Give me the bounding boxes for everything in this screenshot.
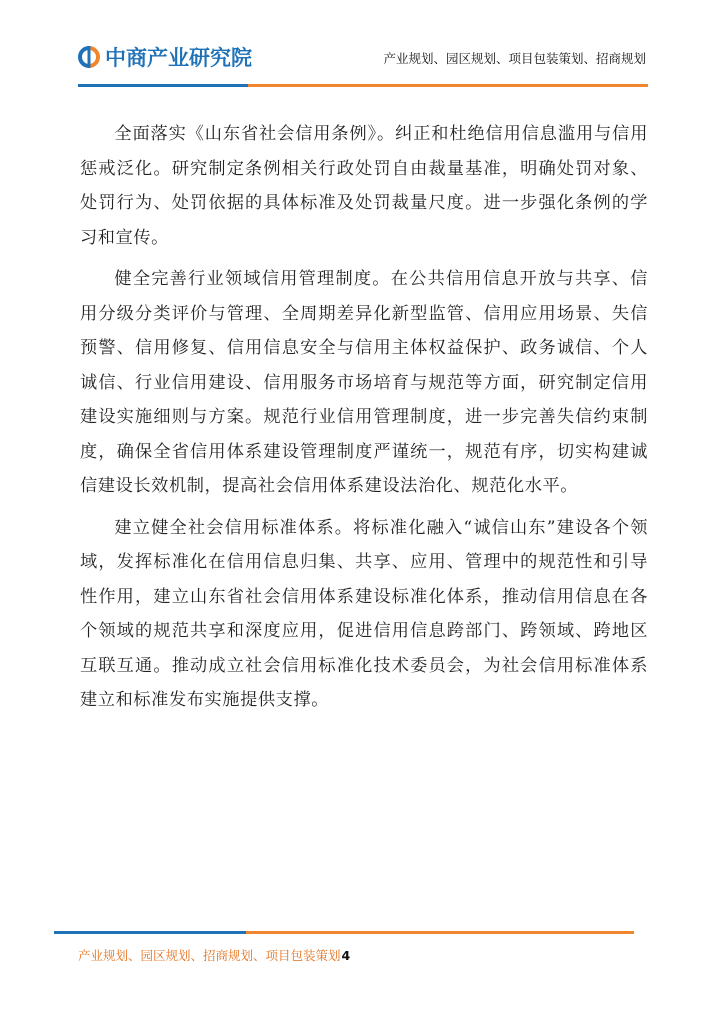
logo-icon <box>78 46 100 68</box>
page-number: 4 <box>341 948 351 963</box>
footer-text: 产业规划、园区规划、招商规划、项目包装策划 <box>78 948 341 963</box>
paragraph-credit-regulation: 全面落实《山东省社会信用条例》。纠正和杜绝信用信息滥用与信用惩戒泛化。研究制定条例相关行政处罚自由裁量基准，明确处罚对象、处罚行为、处罚依据的具体标准及处罚裁量尺度。进一步强化条例的学习和宣传。 <box>80 124 648 248</box>
logo-text: 中商产业研究院 <box>105 46 252 70</box>
company-logo <box>78 42 252 72</box>
footer-divider-orange <box>246 931 634 934</box>
header-divider-orange <box>248 84 648 87</box>
footer-divider-blue <box>54 931 246 934</box>
paragraph-industry-credit-system: 健全完善行业领域信用管理制度。在公共信用信息开放与共享、信用分级分类评价与管理、全周期差异化新型监管、信用应用场景、失信预警、信用修复、信用信息安全与信用主体权益保护、政务诚信、个人诚信、行业信用建设、信用服务市场培育与规范等方面，研究制定信用建设实施细则与方案。规范行业信用管理制度，进一步完善失信约束制度，确保全省信用体系建设管理制度严谨统一，规范有序，切实构建诚信建设长效机制，提高社会信用体系建设法治化、规范化水平。 <box>80 269 648 496</box>
document-body <box>80 117 648 725</box>
page-footer <box>78 946 350 964</box>
page-header <box>0 0 724 90</box>
header-divider-blue <box>78 84 248 87</box>
paragraph-credit-standards: 建立健全社会信用标准体系。将标准化融入“诚信山东”建设各个领域，发挥标准化在信用信息归集、共享、应用、管理中的规范性和引导性作用，建立山东省社会信用体系建设标准化体系，推动信用信息在各个领域的规范共享和深度应用，促进信用信息跨部门、跨领域、跨地区互联互通。推动成立社会信用标准化技术委员会，为社会信用标准体系建立和标准发布实施提供支撑。 <box>80 517 648 710</box>
header-tagline: 产业规划、园区规划、项目包装策划、招商规划 <box>383 51 646 66</box>
